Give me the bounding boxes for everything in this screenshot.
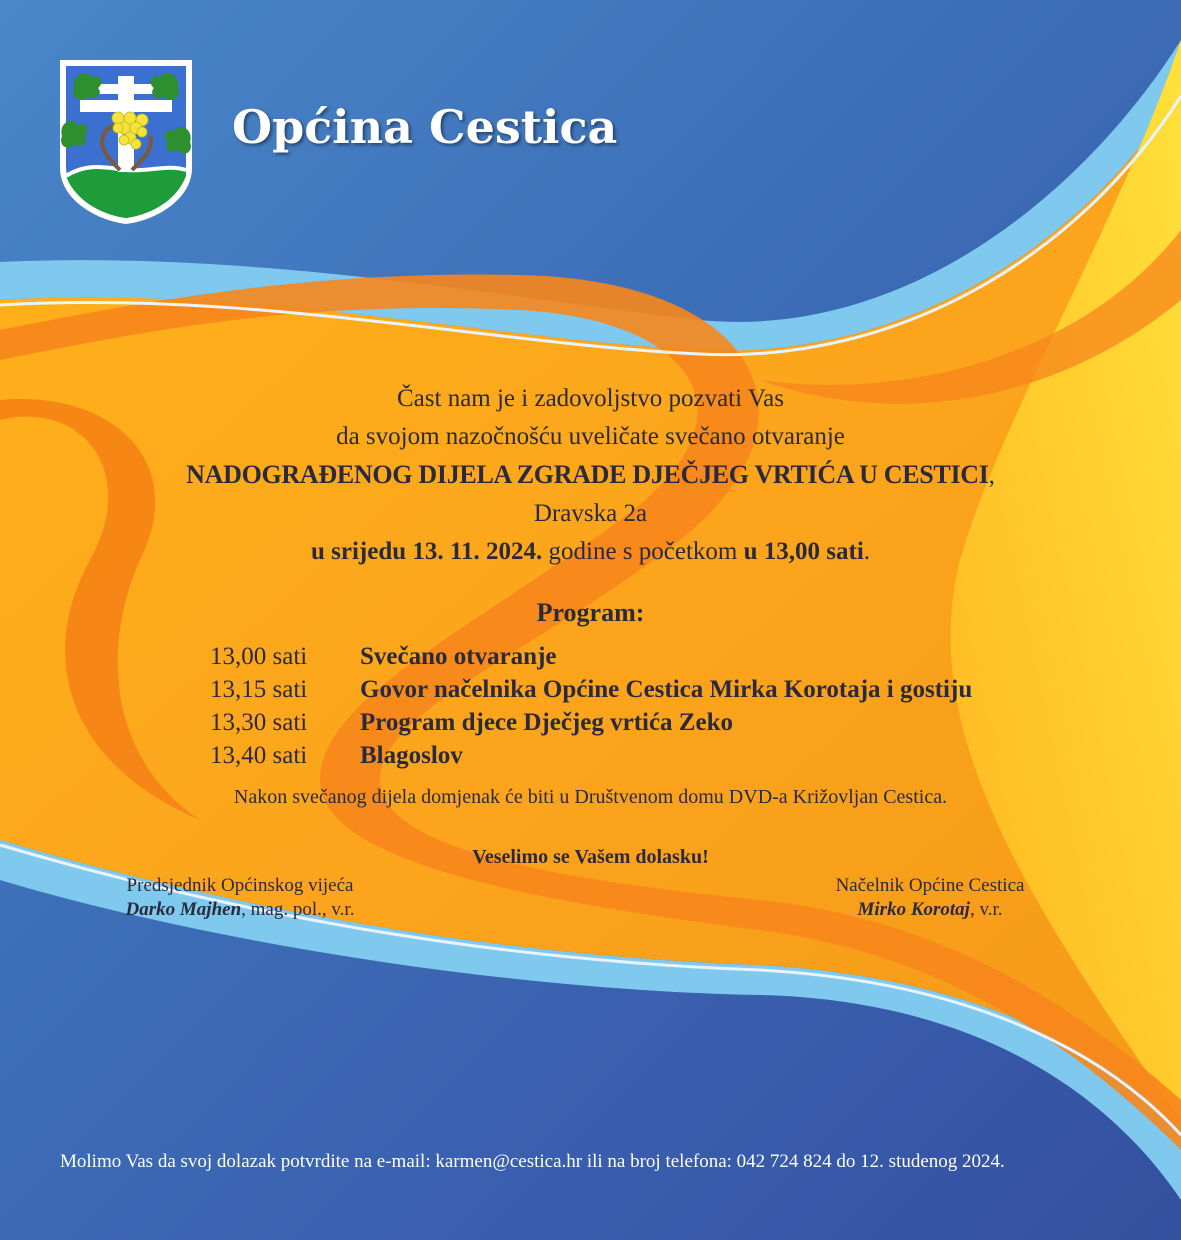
rsvp-footer: Molimo Vas da svoj dolazak potvrdite na e-mail: karmen@cestica.hr ili na broj telefona: 042 724 824 do 12. studenog 2024. — [60, 1151, 1005, 1172]
event-title-line — [0, 456, 1181, 495]
invite-line-2: da svojom nazočnošću uveličate svečano otvaranje — [336, 423, 845, 450]
welcome-text: Veselimo se Vašem dolasku! — [472, 846, 709, 868]
signature-name: Mirko Korotaj — [857, 899, 970, 920]
event-time-suffix: . — [863, 538, 871, 565]
event-time-text: godine s početkom — [542, 538, 744, 565]
program-list — [210, 640, 972, 772]
program-item: Govor načelnika Općine Cestica Mirka Korotaja i gostiju — [360, 676, 973, 703]
program-time: 13,15 sati — [210, 676, 308, 703]
signature-name: Darko Majhen — [125, 899, 242, 920]
invite-line-1: Čast nam je i zadovoljstvo pozvati Vas — [397, 385, 784, 412]
signature-role: Predsjednik Općinskog vijeća — [126, 875, 354, 896]
program-row — [210, 706, 972, 739]
event-time: u 13,00 sati — [743, 538, 864, 565]
signature-mayor — [800, 874, 1060, 922]
event-title: NADOGRAĐENOG DIJELA ZGRADE DJEČJEG VRTIĆA U CESTICI — [186, 460, 989, 489]
program-heading: Program: — [536, 598, 645, 627]
event-address: Dravska 2a — [533, 500, 648, 527]
program-item: Svečano otvaranje — [360, 643, 557, 670]
invitation-text — [0, 380, 1181, 571]
program-row — [210, 640, 972, 673]
program-time: 13,30 sati — [210, 709, 308, 736]
program-item: Blagoslov — [360, 742, 463, 769]
signature-role: Načelnik Općine Cestica — [835, 875, 1025, 896]
signature-suffix: , v.r. — [969, 899, 1003, 920]
page-title: Općina Cestica — [232, 100, 618, 154]
coat-of-arms-icon — [58, 58, 194, 226]
event-date: u srijedu 13. 11. 2024. — [310, 538, 543, 565]
program-row — [210, 673, 972, 706]
signature-suffix: , mag. pol., v.r. — [241, 899, 355, 920]
event-title-suffix: , — [988, 462, 995, 489]
event-datetime — [0, 533, 1181, 571]
signature-council-president — [100, 874, 380, 922]
reception-note: Nakon svečanog dijela domjenak će biti u Društvenom domu DVD-a Križovljan Cestica. — [233, 786, 948, 808]
program-row — [210, 739, 972, 772]
program-time: 13,00 sati — [210, 643, 308, 670]
program-item: Program djece Dječjeg vrtića Zeko — [360, 709, 733, 736]
program-time: 13,40 sati — [210, 742, 308, 769]
